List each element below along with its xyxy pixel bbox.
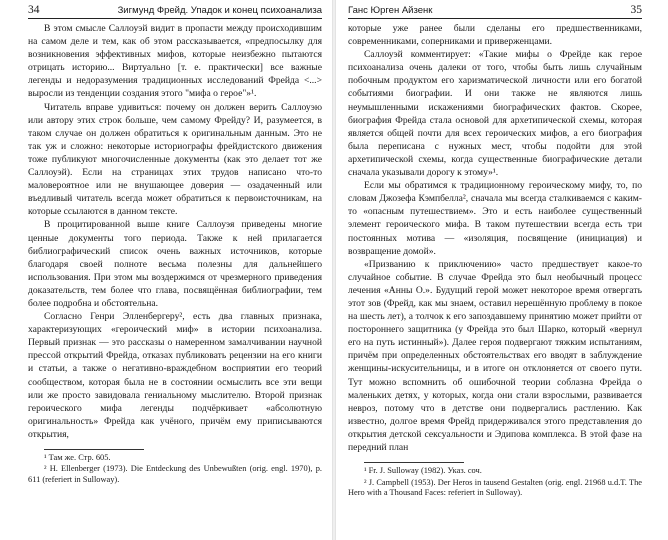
right-paragraph-3: Если мы обратимся к традиционному героическому мифу, то, по словам Джозефа Кэмпбелла², сначала мы всегда сталкиваемся с каким-то «опасным путешествием». Это и есть наиболее существенный элемент героического мифа. В таком путешествии всегда есть три постоянных мотива — «изоляция, посвящение (инициация) и возвращение домой». [348, 180, 642, 257]
right-body-text [348, 22, 642, 454]
right-paragraph-2: Саллоуэй комментирует: «Такие мифы о Фрейде как герое психоанализа очень далеки от того, чтобы быть лишь случайным побочным продуктом его харизматической личности или его богатой событиями биографии. И они также не являются лишь неумышленными искажениями биографических фактов. Скорее, биография Фрейда стала основой для архетипической схемы, которая является общей почти для всех героических мифов, а его биография была переписана с нужных мест, чтобы подойти для этой архетипической схемы, когда существенные биографические детали сначала указывали дорогу к этому»¹. [348, 49, 642, 179]
right-running-title: Ганс Юрген Айзенк [348, 5, 433, 16]
left-footnote-1: ¹ Там же. Стр. 605. [44, 453, 111, 462]
right-page-number: 35 [630, 4, 642, 16]
right-page [334, 0, 668, 540]
right-footnote-2: ² J. Campbell (1953). Der Heros in tausend Gestalten (orig. engl. 21968 u.d.T. The Hero with a Thousand Faces: referiert in Sulloway). [348, 477, 642, 497]
right-paragraph-1: которые уже ранее были сделаны его предшественниками, современниками, соперниками и приверженцами. [348, 23, 642, 48]
left-footnotes [28, 453, 322, 485]
right-paragraph-4: «Призванию к приключению» часто предшествует какое-то случайное событие. В случае Фрейда это был необычный процесс лечения «Анны О.». Будущий герой может некоторое время отвергать этот зов (Фрейд, как мы знаем, оставил нерешённую проблему в покое на шесть лет), а толчок к его запоздавшему принятию может прийти от постороннего защитника (у Фрейда это был Шарко, который «вернул его на путь истинный»). Далее героя подвергают тяжким испытаниям, причём при определенных обстоятельствах его вводят в заблуждение женщины-искусительницы, и в итоге он отклоняется от своего пути. Тут можно вспомнить об ошибочной теории соблазна Фрейда о маленьких детях, у которых, когда они стали взрослыми, развивается невроз, потому что в детстве они подвергались растлению. Как известно, долгое время Фрейд придерживался этого представления до открытия детской сексуальности и Эдипова комплекса. В этой фазе на передний план [348, 258, 642, 453]
right-footnotes [348, 466, 642, 498]
left-body-text [28, 22, 322, 441]
left-paragraph-3: В процитированной выше книге Саллоуэя приведены многие ценные документы того периода. Также к ней прилагается библиографический список очень важных источников, которые благодаря своей полноте весьма полезны для дальнейшего использования. При этом мы воздержимся от чрезмерного приведения доказательств, тем более что глава, посвящённая библиографии, тем более подробна и обстоятельна. [28, 219, 322, 309]
left-paragraph-4: Согласно Генри Элленбергеру², есть два главных признака, характеризующих «героический миф» в истории психоанализа. Первый признак — это рассказы о намеренном замалчивании научной прессой открытий Фрейда, отказах публиковать рецензии на его книги и статьи, а также о негативно-враждебном восприятии его теорий сообществом, которая была не в состоянии осмыслить все эти вещи или же просто завидовала гениальному мыслителю. Второй признак героического мифа легенды подчёркивает «абсолютную оригинальность» Фрейда как учёного, причём ему приписываются открытия, [28, 311, 322, 440]
left-footnote-rule [44, 449, 144, 450]
left-page-number: 34 [28, 4, 40, 16]
left-paragraph-1: В этом смысле Саллоуэй видит в пропасти между происходившим на самом деле и тем, как об этом рассказывается, «предпосылку для возникновения эффективных мифов, которые неизбежно пытаются отрицать историю... Виртуально [т. е. практически] все важные легенды и недоразумения традиционных исследований Фрейда <...> выросли из тенденции создания этого "мифа о герое"»¹. [28, 23, 322, 100]
right-footnote-1: ¹ Fr. J. Sulloway (1982). Указ. соч. [364, 466, 482, 476]
left-running-header [28, 4, 322, 19]
left-paragraph-2: Читатель вправе удивиться: почему он должен верить Саллоуэю или автору этих строк больше, чем самому Фрейду? И, разумеется, в таком случае он должен обратиться к оригинальным данным. Это не так уж и сложно: некоторые историографы фрейдистского движения тоже публикуют многочисленные документы (как это делает тот же Саллоуэй). Если на страницах этих трудов написано что-то маловероятное или не внушающее доверия — озадаченный или въедливый читатель всегда может обратиться к первоисточникам, на которые ссылаются в данном тексте. [28, 101, 322, 218]
right-running-header [348, 4, 642, 19]
left-footnote-2: ² H. Ellenberger (1973). Die Entdeckung des Unbewußten (orig. engl. 1970), p. 611 (referiert in Sulloway). [28, 464, 322, 484]
left-running-title: Зигмунд Фрейд. Упадок и конец психоанализа [117, 5, 322, 16]
right-footnote-rule [364, 462, 464, 463]
